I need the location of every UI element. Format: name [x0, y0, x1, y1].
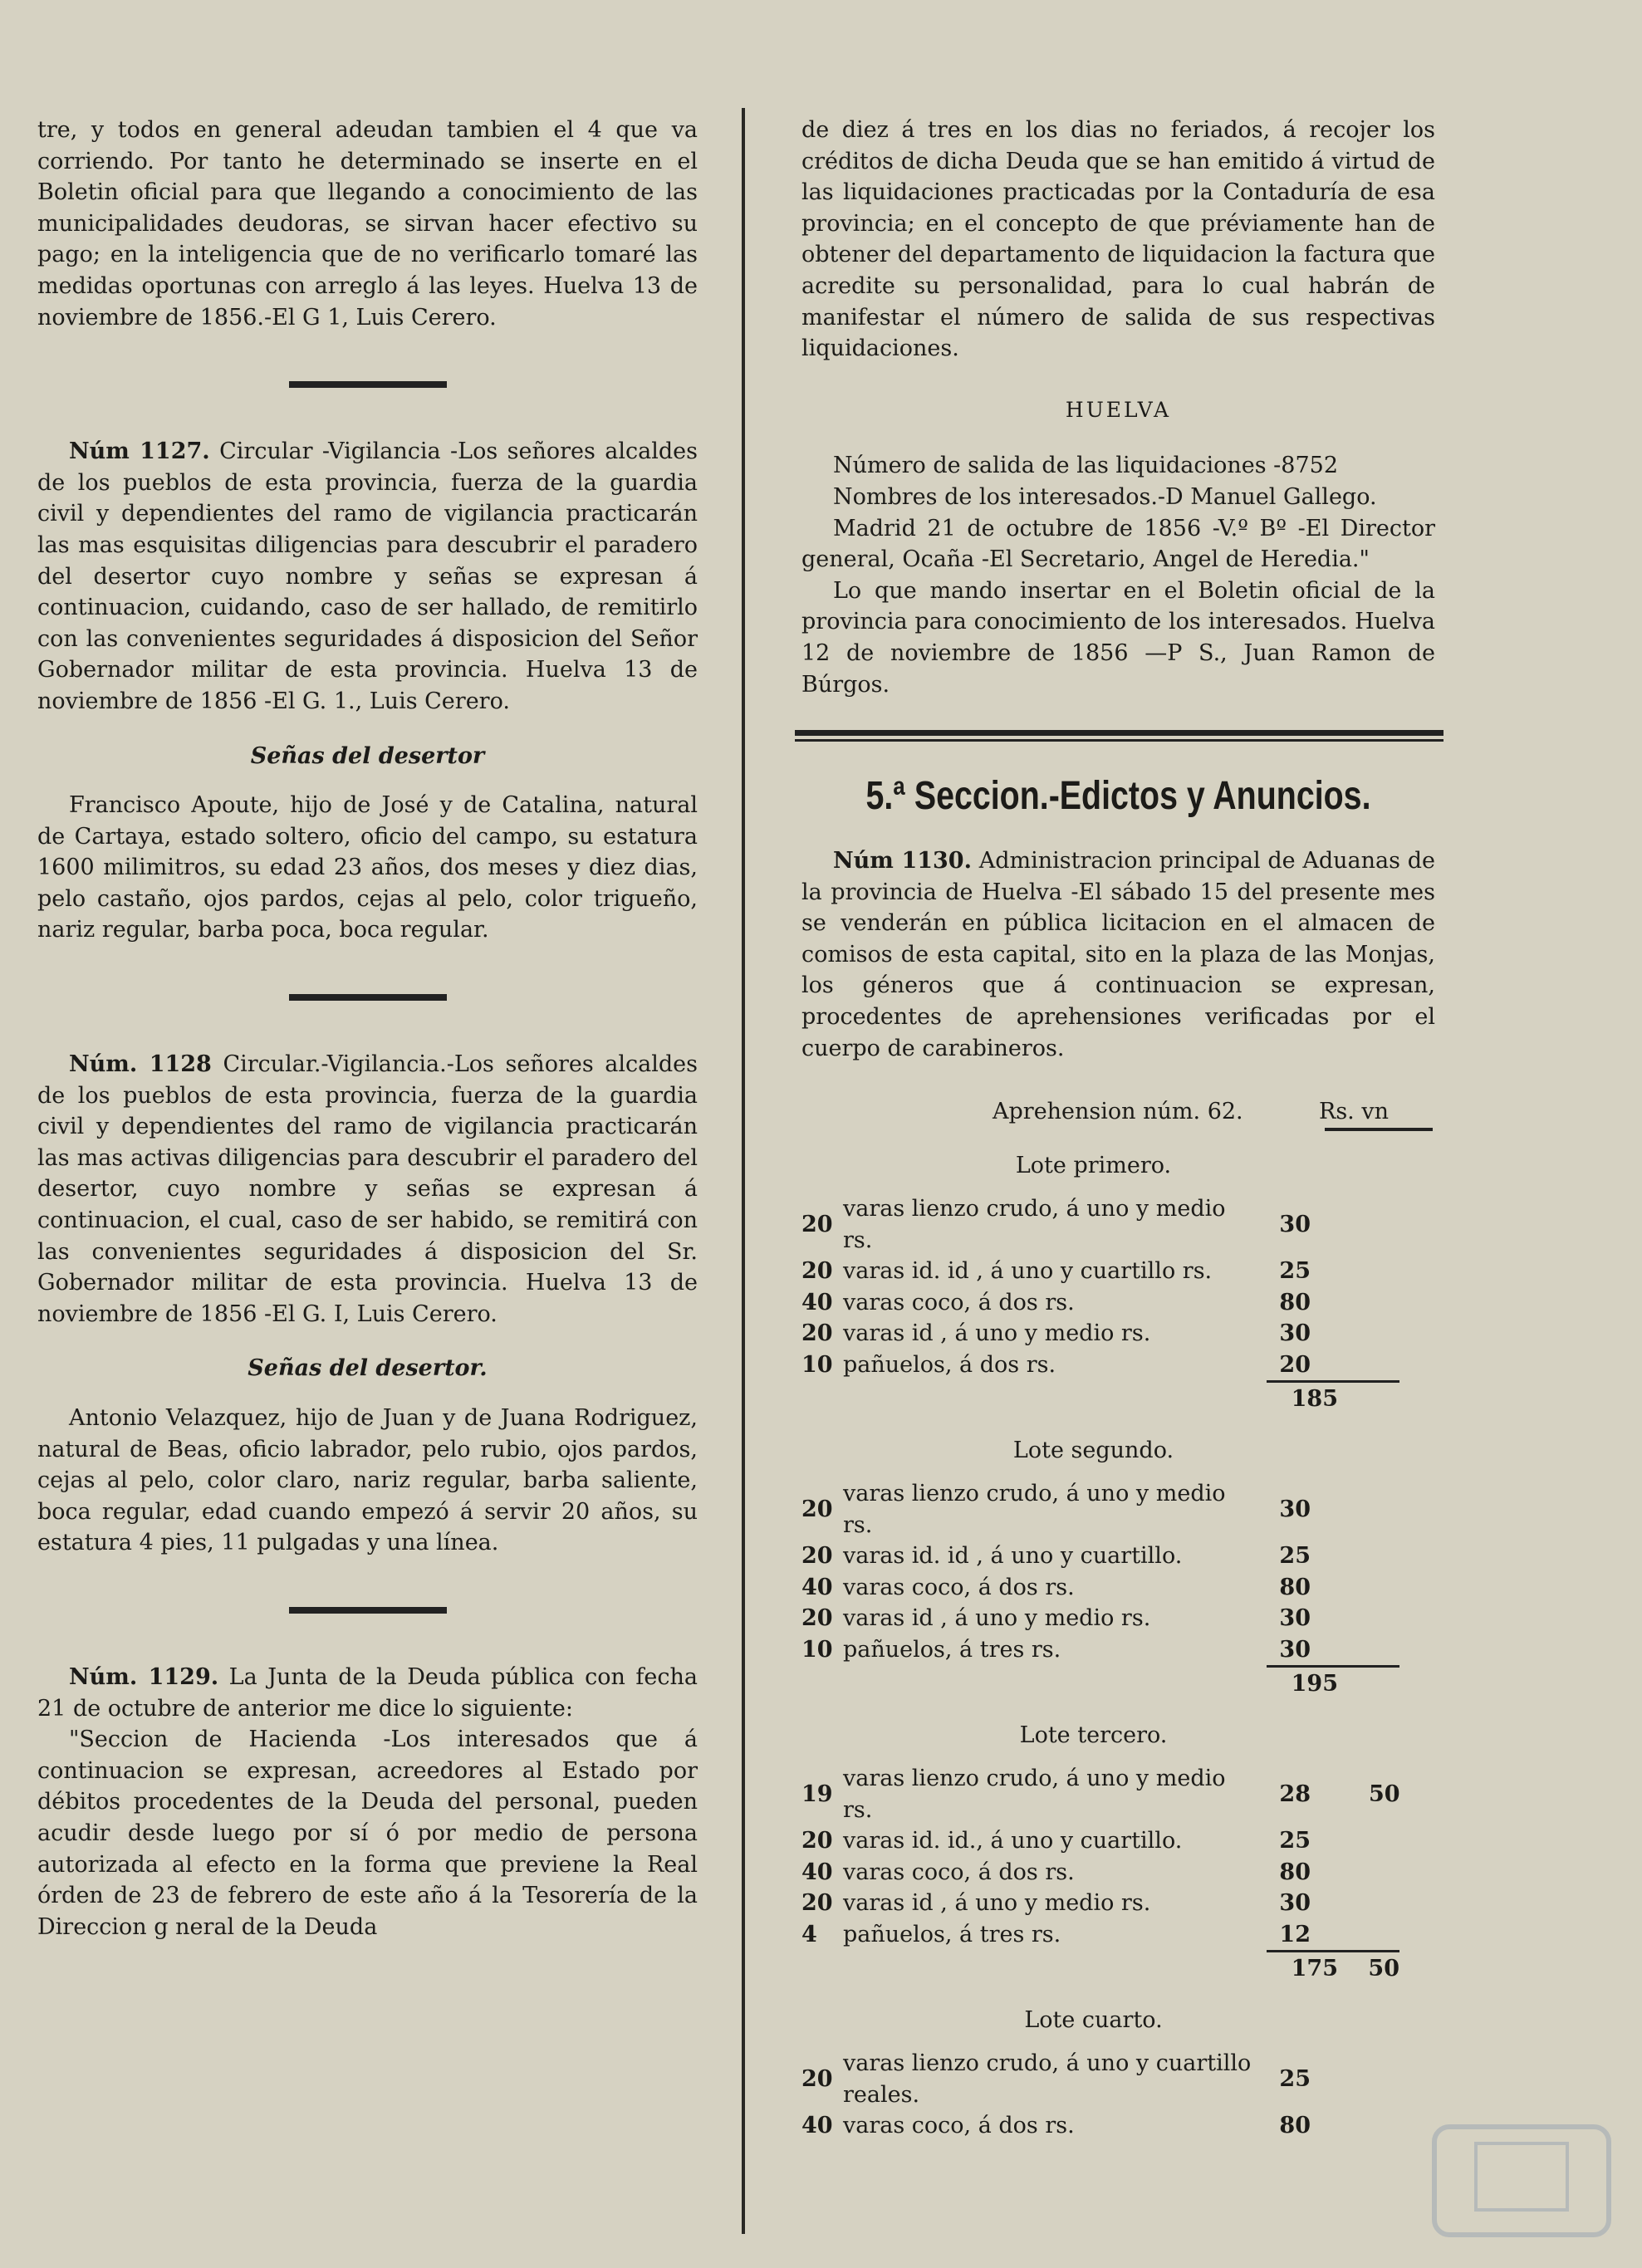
item-value: 30	[1279, 1636, 1311, 1663]
item-cents	[1369, 1318, 1435, 1350]
item-description: varas lienzo crudo, á uno y medio rs.	[843, 1196, 1226, 1253]
item-quantity: 20	[801, 1543, 833, 1570]
lot-item-row	[801, 2110, 1435, 2142]
lot-total-value: 195	[1291, 1671, 1338, 1697]
item-quantity: 20	[801, 1828, 833, 1854]
deserter-description: Francisco Apoute, hijo de José y de Catalina, natural de Cartaya, estado soltero, oficio del campo, su estatura 1600 milimitros, su edad 23 años, dos meses y diez dias, pelo castaño, ojos pardos, cejas al pelo, color trigueño, nariz regular, barba poca, boca regular.	[37, 792, 698, 943]
library-stamp-watermark	[1426, 2119, 1617, 2243]
item-cents	[1369, 2110, 1435, 2142]
lot-item-row	[801, 1857, 1435, 1888]
item-description: varas lienzo crudo, á uno y medio rs.	[843, 1766, 1226, 1823]
item-value: 80	[1279, 1859, 1311, 1885]
item-quantity: 19	[801, 1781, 833, 1807]
notice-text: Administracion principal de Aduanas de la provincia de Huelva -El sábado 15 del presente mes se venderán en pública licitacion en el almacen de comisos de esta capital, sito en la plaza de las Monjas, los géneros que á continuacion se expresan, procedentes de aprehensiones verificadas por el cuerpo de carabineros.	[801, 848, 1436, 1061]
item-quantity: 10	[801, 1636, 833, 1663]
deserter-heading: Señas del desertor	[250, 742, 485, 769]
currency-label: Rs. vn	[1319, 1099, 1389, 1125]
notice-1130	[801, 845, 1435, 1064]
item-value: 80	[1279, 2113, 1311, 2139]
item-description: varas id , á uno y medio rs.	[843, 1890, 1151, 1917]
item-cents	[1369, 1825, 1435, 1857]
lot-item-row	[801, 1763, 1435, 1825]
item-quantity: 20	[801, 1212, 833, 1237]
item-description: varas lienzo crudo, á uno y cuartillo reales.	[843, 2050, 1252, 2108]
insertion-order: Lo que mando insertar en el Boletin oficial de la provincia para conocimiento de los interesados. Huelva 12 de noviembre de 1856 —P S., Juan Ramon de Búrgos.	[801, 577, 1435, 698]
item-value: 25	[1279, 1543, 1311, 1570]
item-quantity: 20	[801, 1258, 833, 1285]
item-description: varas id , á uno y medio rs.	[843, 1605, 1151, 1632]
lot-item-row	[801, 1634, 1435, 1666]
section-separator	[795, 730, 1443, 742]
item-description: varas id , á uno y medio rs.	[843, 1320, 1151, 1347]
lot-item-row	[801, 2048, 1435, 2110]
notice-1127	[37, 436, 698, 717]
lot-title: Lote tercero.	[1019, 1722, 1168, 1749]
item-description: varas coco, á dos rs.	[843, 1859, 1075, 1885]
lot-total	[1267, 1380, 1399, 1416]
deserter-description: Antonio Velazquez, hijo de Juan y de Juana Rodriguez, natural de Beas, oficio labrador, pelo rubio, ojos pardos, cejas al pelo, color claro, nariz regular, barba saliente, boca regular, edad cuando empezó á servir 20 años, su estatura 4 pies, 11 pulgadas y una línea.	[37, 1405, 698, 1556]
item-quantity: 20	[801, 2066, 833, 2092]
item-description: varas id. id., á uno y cuartillo.	[843, 1828, 1183, 1854]
item-cents	[1369, 1634, 1435, 1666]
lot-item-row	[801, 1888, 1435, 1919]
aprehension-label: Aprehension núm. 62.	[993, 1099, 1243, 1125]
lot-item-row	[801, 1193, 1435, 1256]
item-value: 80	[1279, 1289, 1311, 1315]
item-value: 30	[1279, 1212, 1311, 1237]
lot-item-row	[801, 1603, 1435, 1634]
item-quantity: 20	[801, 1605, 833, 1632]
item-description: varas coco, á dos rs.	[843, 1574, 1075, 1600]
separator	[289, 381, 447, 388]
item-cents: 50	[1369, 1781, 1400, 1807]
lot-total-cents: 50	[1368, 1956, 1399, 1982]
lot-total-value: 175	[1291, 1956, 1338, 1982]
item-cents	[1369, 1256, 1435, 1287]
lot-item-row	[801, 1572, 1435, 1604]
item-description: varas id. id , á uno y cuartillo.	[843, 1543, 1183, 1570]
item-description: pañuelos, á tres rs.	[843, 1636, 1061, 1663]
item-quantity: 4	[801, 1921, 817, 1947]
exit-number: Número de salida de las liquidaciones -8752	[833, 453, 1339, 479]
item-value: 30	[1279, 1320, 1311, 1347]
lot-title: Lote primero.	[1015, 1153, 1172, 1179]
item-value: 30	[1279, 1496, 1311, 1522]
header-rule	[1325, 1128, 1433, 1131]
column-divider	[742, 108, 745, 2234]
item-description: pañuelos, á dos rs.	[843, 1351, 1056, 1378]
lot-title: Lote segundo.	[1012, 1438, 1174, 1464]
item-quantity: 20	[801, 1496, 833, 1522]
item-value: 25	[1279, 2066, 1311, 2092]
separator	[289, 1607, 447, 1614]
lot-total	[1267, 1665, 1399, 1701]
item-value: 30	[1279, 1890, 1311, 1917]
lot-item-row	[801, 1541, 1435, 1572]
item-cents	[1369, 1572, 1435, 1604]
lot-total-value: 185	[1291, 1386, 1338, 1413]
notice-1129	[37, 1662, 698, 1724]
item-cents	[1369, 1350, 1435, 1381]
lot-items-table	[801, 1193, 1435, 1380]
item-quantity: 20	[801, 1320, 833, 1347]
item-value: 80	[1279, 1574, 1311, 1600]
lot-items-table	[801, 1478, 1435, 1665]
section-title: 5.ª Seccion.-Edictos y Anuncios.	[865, 774, 1371, 819]
notice-number: Núm 1130.	[833, 848, 972, 874]
item-value: 12	[1279, 1921, 1311, 1947]
item-quantity: 40	[801, 1289, 833, 1315]
lot-item-row	[801, 1318, 1435, 1350]
item-quantity: 40	[801, 1859, 833, 1885]
item-cents	[1369, 1541, 1435, 1572]
item-quantity: 10	[801, 1351, 833, 1378]
notice-text: Circular.-Vigilancia.-Los señores alcaldes de los pueblos de esta provincia, fuerza de la guardia civil y dependientes del ramo de vigilancia practicarán las mas activas diligencias para descubrir el paradero del desertor, cuyo nombre y señas se expresan á continuacion, el cual, caso de ser habido, se remitirá con las convenientes seguridades á disposicion del Sr. Gobernador militar de esta provincia. Huelva 13 de noviembre de 1856 -El G. I, Luis Cerero.	[37, 1051, 698, 1327]
lot-item-row	[801, 1825, 1435, 1857]
lots-list	[801, 1153, 1435, 2142]
lot-item-row	[801, 1919, 1435, 1951]
item-cents	[1369, 1193, 1435, 1256]
notice-1128	[37, 1049, 698, 1330]
left-column	[37, 115, 698, 1942]
notice-text: La Junta de la Deuda pública con fecha 21 de octubre de anterior me dice lo siguiente:	[37, 1663, 698, 1722]
item-cents	[1369, 1919, 1435, 1951]
item-description: varas lienzo crudo, á uno y medio rs.	[843, 1481, 1226, 1538]
notice-number: Núm 1127.	[69, 438, 210, 465]
lot-item-row	[801, 1350, 1435, 1381]
lot-total	[1267, 1950, 1399, 1986]
lot-items-table	[801, 2048, 1435, 2142]
item-description: varas id. id , á uno y cuartillo rs.	[843, 1258, 1213, 1285]
item-cents	[1369, 1888, 1435, 1919]
continued-paragraph: tre, y todos en general adeudan tambien el 4 que va corriendo. Por tanto he determinado se inserte en el Boletin oficial para que llegando a conocimiento de las municipalidades deudoras, se sirvan hacer efectivo su pago; en la inteligencia que de no verificarlo tomaré las medidas oportunas con arreglo á las leyes. Huelva 13 de noviembre de 1856.-El G 1, Luis Cerero.	[37, 117, 698, 331]
deserter-heading: Señas del desertor.	[248, 1355, 488, 1382]
notice-number: Núm. 1128	[69, 1051, 212, 1078]
notice-number: Núm. 1129.	[69, 1663, 219, 1690]
madrid-signature: Madrid 21 de octubre de 1856 -V.º Bº -El Director general, Ocaña -El Secretario, Angel de Heredia."	[801, 515, 1435, 573]
continued-paragraph: de diez á tres en los dias no feriados, á recojer los créditos de dicha Deuda que se han emitido á virtud de las liquidaciones practicadas por la Contaduría de esa provincia; en el concepto de que préviamente han de obtener del departamento de liquidacion la factura que acredite su personalidad, para lo cual habrán de manifestar el número de salida de sus respectivas liquidaciones.	[801, 117, 1435, 362]
lot-item-row	[801, 1287, 1435, 1319]
lot-item-row	[801, 1478, 1435, 1541]
separator	[289, 994, 447, 1001]
notice-text: Circular -Vigilancia -Los señores alcaldes de los pueblos de esta provincia, fuerza de la guardia civil y dependientes del ramo de vigilancia practicarán las mas esquisitas diligencias para descubrir el paradero del desertor cuyo nombre y señas se expresan á continuacion, cuidando, caso de ser hallado, de remitirlo con las convenientes seguridades á disposicion del Señor Gobernador militar de esta provincia. Huelva 13 de noviembre de 1856 -El G. 1., Luis Cerero.	[37, 438, 698, 714]
item-description: varas coco, á dos rs.	[843, 2113, 1075, 2139]
item-quantity: 40	[801, 2113, 833, 2139]
right-column	[801, 115, 1435, 2142]
interested-names: Nombres de los interesados.-D Manuel Gallego.	[833, 483, 1377, 510]
item-cents	[1369, 1857, 1435, 1888]
item-cents	[1369, 1287, 1435, 1319]
lot-items-table	[801, 1763, 1435, 1950]
item-description: pañuelos, á tres rs.	[843, 1921, 1061, 1947]
item-cents	[1369, 2048, 1435, 2110]
item-quantity: 20	[801, 1890, 833, 1917]
aprehension-header	[801, 1099, 1435, 1124]
item-cents	[1369, 1478, 1435, 1541]
item-quantity: 40	[801, 1574, 833, 1600]
item-value: 25	[1279, 1258, 1311, 1285]
item-description: varas coco, á dos rs.	[843, 1289, 1075, 1315]
lot-item-row	[801, 1256, 1435, 1287]
item-value: 28	[1279, 1781, 1311, 1807]
item-value: 25	[1279, 1828, 1311, 1854]
quoted-text: "Seccion de Hacienda -Los interesados que á continuacion se expresan, acreedores al Estado por débitos procedentes de la Deuda del personal, pueden acudir desde luego por sí ó por medio de persona autorizada al efecto en la forma que previene la Real órden de 23 de febrero de este año á la Tesorería de la Direccion g neral de la Deuda	[37, 1727, 698, 1940]
lot-title: Lote cuarto.	[1024, 2007, 1163, 2034]
item-value: 20	[1279, 1351, 1311, 1378]
item-value: 30	[1279, 1605, 1311, 1632]
place-heading: HUELVA	[1065, 397, 1172, 422]
item-cents	[1369, 1603, 1435, 1634]
